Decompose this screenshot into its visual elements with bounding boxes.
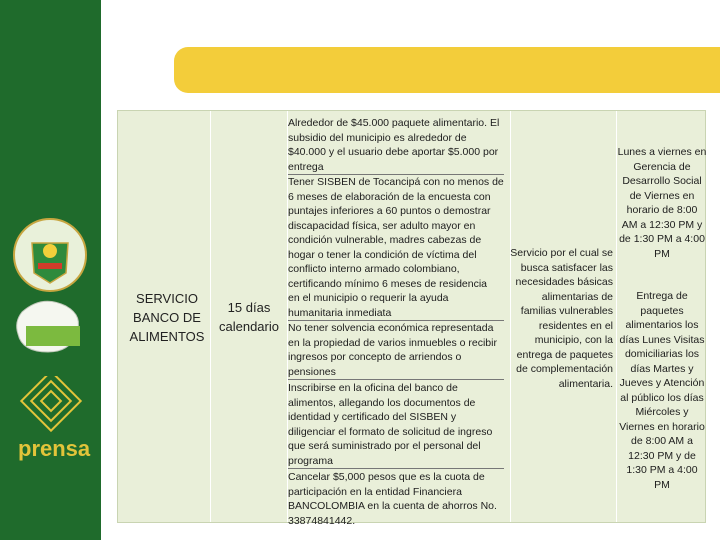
schedule-line: domiciliarias los bbox=[624, 348, 700, 360]
requirement-line: subsidio del municipio es alrededor de bbox=[288, 131, 467, 144]
description-line: residentes en el bbox=[538, 319, 613, 332]
requirement-line: No tener solvencia económica representada bbox=[288, 322, 494, 334]
description-column bbox=[511, 111, 617, 522]
schedule-line: al público los días bbox=[620, 391, 704, 404]
requirement-line: BANCOLOMBIA en la cuenta de ahorros No. bbox=[288, 500, 497, 512]
requirements-column bbox=[288, 111, 511, 527]
schedule-line: de 8:00 AM a bbox=[631, 435, 693, 447]
schedule-line: de 1:30 PM a 4:00 bbox=[619, 233, 705, 245]
requirement-line: discapacidad física, ser adulto mayor en bbox=[288, 219, 476, 232]
requirement-line: humanitaria inmediata bbox=[288, 306, 504, 322]
schedule-line: paquetes bbox=[640, 304, 684, 317]
requirement-line: ingresos por concepto de arriendos o bbox=[288, 351, 462, 363]
schedule-line: PM bbox=[654, 247, 670, 260]
schedule-line: AM a 12:30 PM y bbox=[621, 218, 703, 231]
requirement-line: $40.000 y el usuario debe aportar $5.000 por bbox=[288, 146, 499, 158]
schedule-line: Gerencia de bbox=[633, 160, 691, 173]
requirement-line: 6 meses de elaboración de la encuesta con bbox=[288, 190, 491, 203]
requirement-line: participación en la entidad Financiera bbox=[288, 485, 462, 498]
schedule-line: alimentarios los bbox=[625, 319, 699, 331]
schedule-line: Miércoles y bbox=[635, 406, 689, 418]
requirement-line: que será suministrado por el personal del bbox=[288, 440, 481, 452]
requirement-line: Tener SISBEN de Tocancipá con no menos de bbox=[288, 176, 504, 188]
service-column bbox=[118, 111, 211, 522]
badge-icon bbox=[0, 292, 101, 367]
schedule-line: 12:30 PM y de bbox=[628, 449, 696, 462]
schedule-line: Entrega de bbox=[636, 290, 688, 302]
sidebar bbox=[0, 0, 101, 540]
requirement-line: Cancelar $5,000 pesos que es la cuota de bbox=[288, 471, 485, 483]
time-column bbox=[211, 111, 288, 522]
schedule-line: días Martes y bbox=[630, 362, 694, 375]
requirement-line: hogar o tener la condición de víctima del bbox=[288, 248, 477, 261]
requirement-line: pensiones bbox=[288, 365, 504, 381]
service-line: ALIMENTOS bbox=[129, 329, 205, 344]
schedule-line: Lunes a viernes en bbox=[617, 146, 707, 158]
service-line: SERVICIO bbox=[136, 291, 198, 306]
requirement-line: condición vulnerable, madres cabezas de bbox=[288, 234, 482, 246]
description-line: busca satisfacer las bbox=[520, 261, 613, 274]
schedule-line: horario de 8:00 bbox=[626, 204, 698, 216]
requirement-line: programa bbox=[288, 454, 504, 470]
schedule-column bbox=[617, 111, 707, 522]
schedule-line: días Lunes Visitas bbox=[619, 333, 705, 346]
description-line: de complementación bbox=[516, 363, 613, 375]
requirement-line: diligenciar el formato de solicitud de ingreso bbox=[288, 425, 493, 438]
schedule-line: Jueves y Atención bbox=[619, 377, 705, 389]
description-line: necesidades básicas bbox=[515, 276, 613, 288]
requirement-line: conflicto interno armado colombiano, bbox=[288, 263, 460, 275]
requirement-line: en el municipio o requerir la ayuda bbox=[288, 292, 449, 304]
requirement-line: en la propiedad de varios inmuebles o recibir bbox=[288, 336, 497, 349]
prensa-logo-word: prensa bbox=[18, 436, 91, 461]
schedule-line: PM bbox=[654, 478, 670, 491]
description-line: Servicio por el cual se bbox=[510, 247, 613, 259]
schedule-line: Viernes en horario bbox=[619, 420, 705, 433]
header-banner bbox=[174, 47, 720, 93]
requirement-line: Inscribirse en la oficina del banco de bbox=[288, 382, 458, 394]
requirement-line: entrega bbox=[288, 160, 504, 176]
description-line: municipio, con la bbox=[534, 334, 613, 346]
schedule-line: Desarrollo Social bbox=[622, 175, 702, 187]
requirement-line: certificando mínimo 6 meses de residencia bbox=[288, 277, 488, 290]
schedule-line: 1:30 PM a 4:00 bbox=[626, 464, 698, 476]
time-line: 15 días bbox=[227, 300, 271, 315]
description-line: entrega de paquetes bbox=[516, 348, 613, 361]
requirement-line: 33874841442. bbox=[288, 514, 356, 527]
time-line: calendario bbox=[219, 319, 279, 334]
description-line: alimentaria. bbox=[558, 377, 613, 390]
requirement-line: alimentos, allegando los documentos de bbox=[288, 396, 476, 409]
requirement-line: Alrededor de $45.000 paquete alimentario. El bbox=[288, 117, 500, 129]
description-line: alimentarias de bbox=[541, 290, 613, 303]
description-line: familias vulnerables bbox=[520, 305, 613, 317]
service-line: BANCO DE bbox=[133, 310, 201, 325]
schedule-line: de Viernes en bbox=[629, 189, 695, 202]
service-table bbox=[117, 110, 707, 527]
requirement-line: identidad y certificado del SISBEN y bbox=[288, 411, 457, 423]
requirement-line: puntajes inferiores a 60 puntos o demostrar bbox=[288, 205, 491, 217]
